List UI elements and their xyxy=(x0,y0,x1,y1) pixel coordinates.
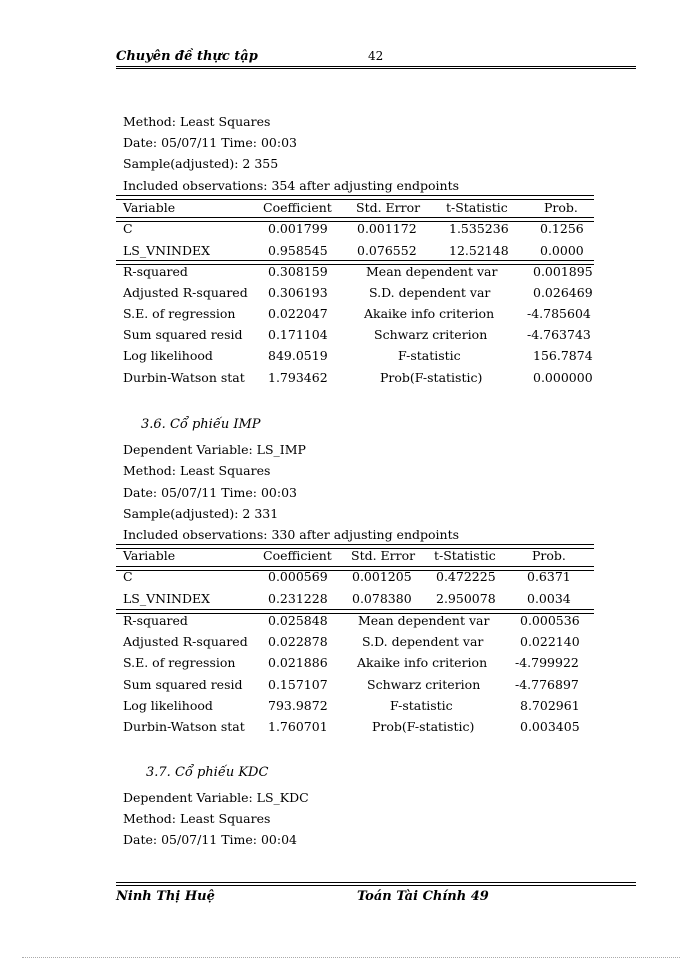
page-number: 42 xyxy=(368,49,384,63)
stat-label: Sum squared resid xyxy=(123,327,243,342)
stat-value: 0.157107 xyxy=(268,677,328,692)
header-title: Chuyên đề thực tập xyxy=(116,49,258,64)
stat-label-right: Prob(F-statistic) xyxy=(380,370,483,385)
block1-included-obs: Included observations: 354 after adjusting endpoints xyxy=(123,178,460,193)
block1-date: Date: 05/07/11 Time: 00:03 xyxy=(123,135,297,150)
coef-row-std-error: 0.001172 xyxy=(357,221,417,236)
col-t-statistic: t-Statistic xyxy=(446,200,508,215)
coef-row-t-stat: 1.535236 xyxy=(449,221,509,236)
stat-label: S.E. of regression xyxy=(123,306,236,321)
coef-row-coefficient: 0.001799 xyxy=(268,221,328,236)
block3-method: Method: Least Squares xyxy=(123,811,271,826)
stat-label-right: S.D. dependent var xyxy=(369,285,491,300)
col-variable: Variable xyxy=(123,200,176,215)
stat-value-right: -4.763743 xyxy=(527,327,591,342)
coef-row-t-stat: 2.950078 xyxy=(436,591,496,606)
block2-included-obs: Included observations: 330 after adjusting endpoints xyxy=(123,527,460,542)
block2-method: Method: Least Squares xyxy=(123,463,271,478)
coef-row-coefficient: 0.231228 xyxy=(268,591,328,606)
stat-label-right: Schwarz criterion xyxy=(367,677,481,692)
stat-value: 849.0519 xyxy=(268,348,328,363)
stat-value: 793.9872 xyxy=(268,698,328,713)
stat-label-right: Akaike info criterion xyxy=(364,306,495,321)
coef-row-t-stat: 0.472225 xyxy=(436,569,496,584)
stat-label: R-squared xyxy=(123,613,188,628)
stat-value-right: 0.000536 xyxy=(520,613,580,628)
coef-row-t-stat: 12.52148 xyxy=(449,243,509,258)
stat-value: 1.793462 xyxy=(268,370,328,385)
stat-label-right: F-statistic xyxy=(390,698,453,713)
stat-value-right: 0.003405 xyxy=(520,719,580,734)
stat-label: R-squared xyxy=(123,264,188,279)
stat-label: Log likelihood xyxy=(123,698,213,713)
block1-sample: Sample(adjusted): 2 355 xyxy=(123,156,279,171)
footer-class: Toán Tài Chính 49 xyxy=(357,889,489,904)
block3-dependent-var: Dependent Variable: LS_KDC xyxy=(123,790,309,805)
col-prob: Prob. xyxy=(544,200,578,215)
coef-row-coefficient: 0.000569 xyxy=(268,569,328,584)
col-coefficient: Coefficient xyxy=(263,548,332,563)
block1-rule-top xyxy=(116,195,594,200)
coef-row-coefficient: 0.958545 xyxy=(268,243,328,258)
stat-value: 1.760701 xyxy=(268,719,328,734)
footer-rule-2 xyxy=(116,885,636,886)
stat-label-right: Prob(F-statistic) xyxy=(372,719,475,734)
stat-value-right: 0.000000 xyxy=(533,370,593,385)
stat-label-right: Mean dependent var xyxy=(358,613,490,628)
col-t-statistic: t-Statistic xyxy=(434,548,496,563)
col-coefficient: Coefficient xyxy=(263,200,332,215)
stat-value-right: 0.022140 xyxy=(520,634,580,649)
coef-row-std-error: 0.076552 xyxy=(357,243,417,258)
page-bottom-edge xyxy=(22,957,680,958)
coef-row-variable: LS_VNINDEX xyxy=(123,591,210,606)
stat-label: Durbin-Watson stat xyxy=(123,370,245,385)
stat-label-right: Schwarz criterion xyxy=(374,327,488,342)
block1-method: Method: Least Squares xyxy=(123,114,271,129)
coef-row-variable: C xyxy=(123,569,133,584)
coef-row-prob: 0.1256 xyxy=(540,221,584,236)
stat-value: 0.025848 xyxy=(268,613,328,628)
header-rule-2 xyxy=(116,68,636,69)
stat-value-right: -4.799922 xyxy=(515,655,579,670)
coef-row-std-error: 0.001205 xyxy=(352,569,412,584)
col-prob: Prob. xyxy=(532,548,566,563)
section-heading-imp: 3.6. Cổ phiếu IMP xyxy=(141,417,261,432)
block2-date: Date: 05/07/11 Time: 00:03 xyxy=(123,485,297,500)
stat-value: 0.022047 xyxy=(268,306,328,321)
stat-label: Sum squared resid xyxy=(123,677,243,692)
stat-value: 0.171104 xyxy=(268,327,328,342)
stat-label-right: F-statistic xyxy=(398,348,461,363)
section-heading-kdc: 3.7. Cổ phiếu KDC xyxy=(146,765,269,780)
stat-value-right: 8.702961 xyxy=(520,698,580,713)
footer-author: Ninh Thị Huệ xyxy=(116,889,215,904)
stat-label: Adjusted R-squared xyxy=(123,285,248,300)
stat-value: 0.308159 xyxy=(268,264,328,279)
footer-rule xyxy=(116,882,636,883)
stat-label: Log likelihood xyxy=(123,348,213,363)
block3-date: Date: 05/07/11 Time: 00:04 xyxy=(123,832,297,847)
coef-row-variable: LS_VNINDEX xyxy=(123,243,210,258)
stat-label-right: S.D. dependent var xyxy=(362,634,484,649)
stat-label-right: Mean dependent var xyxy=(366,264,498,279)
stat-label: S.E. of regression xyxy=(123,655,236,670)
stat-value: 0.306193 xyxy=(268,285,328,300)
stat-label: Adjusted R-squared xyxy=(123,634,248,649)
stat-value-right: -4.776897 xyxy=(515,677,579,692)
coef-row-variable: C xyxy=(123,221,133,236)
stat-value-right: -4.785604 xyxy=(527,306,591,321)
coef-row-std-error: 0.078380 xyxy=(352,591,412,606)
col-std-error: Std. Error xyxy=(351,548,416,563)
block2-sample: Sample(adjusted): 2 331 xyxy=(123,506,279,521)
block1-rule-head xyxy=(116,217,594,222)
stat-value-right: 0.001895 xyxy=(533,264,593,279)
stat-label-right: Akaike info criterion xyxy=(357,655,488,670)
stat-value: 0.022878 xyxy=(268,634,328,649)
stat-value-right: 0.026469 xyxy=(533,285,593,300)
block2-dependent-var: Dependent Variable: LS_IMP xyxy=(123,442,306,457)
stat-label: Durbin-Watson stat xyxy=(123,719,245,734)
stat-value: 0.021886 xyxy=(268,655,328,670)
coef-row-prob: 0.0034 xyxy=(527,591,571,606)
coef-row-prob: 0.6371 xyxy=(527,569,571,584)
header-rule xyxy=(116,66,636,67)
coef-row-prob: 0.0000 xyxy=(540,243,584,258)
stat-value-right: 156.7874 xyxy=(533,348,593,363)
col-variable: Variable xyxy=(123,548,176,563)
col-std-error: Std. Error xyxy=(356,200,421,215)
